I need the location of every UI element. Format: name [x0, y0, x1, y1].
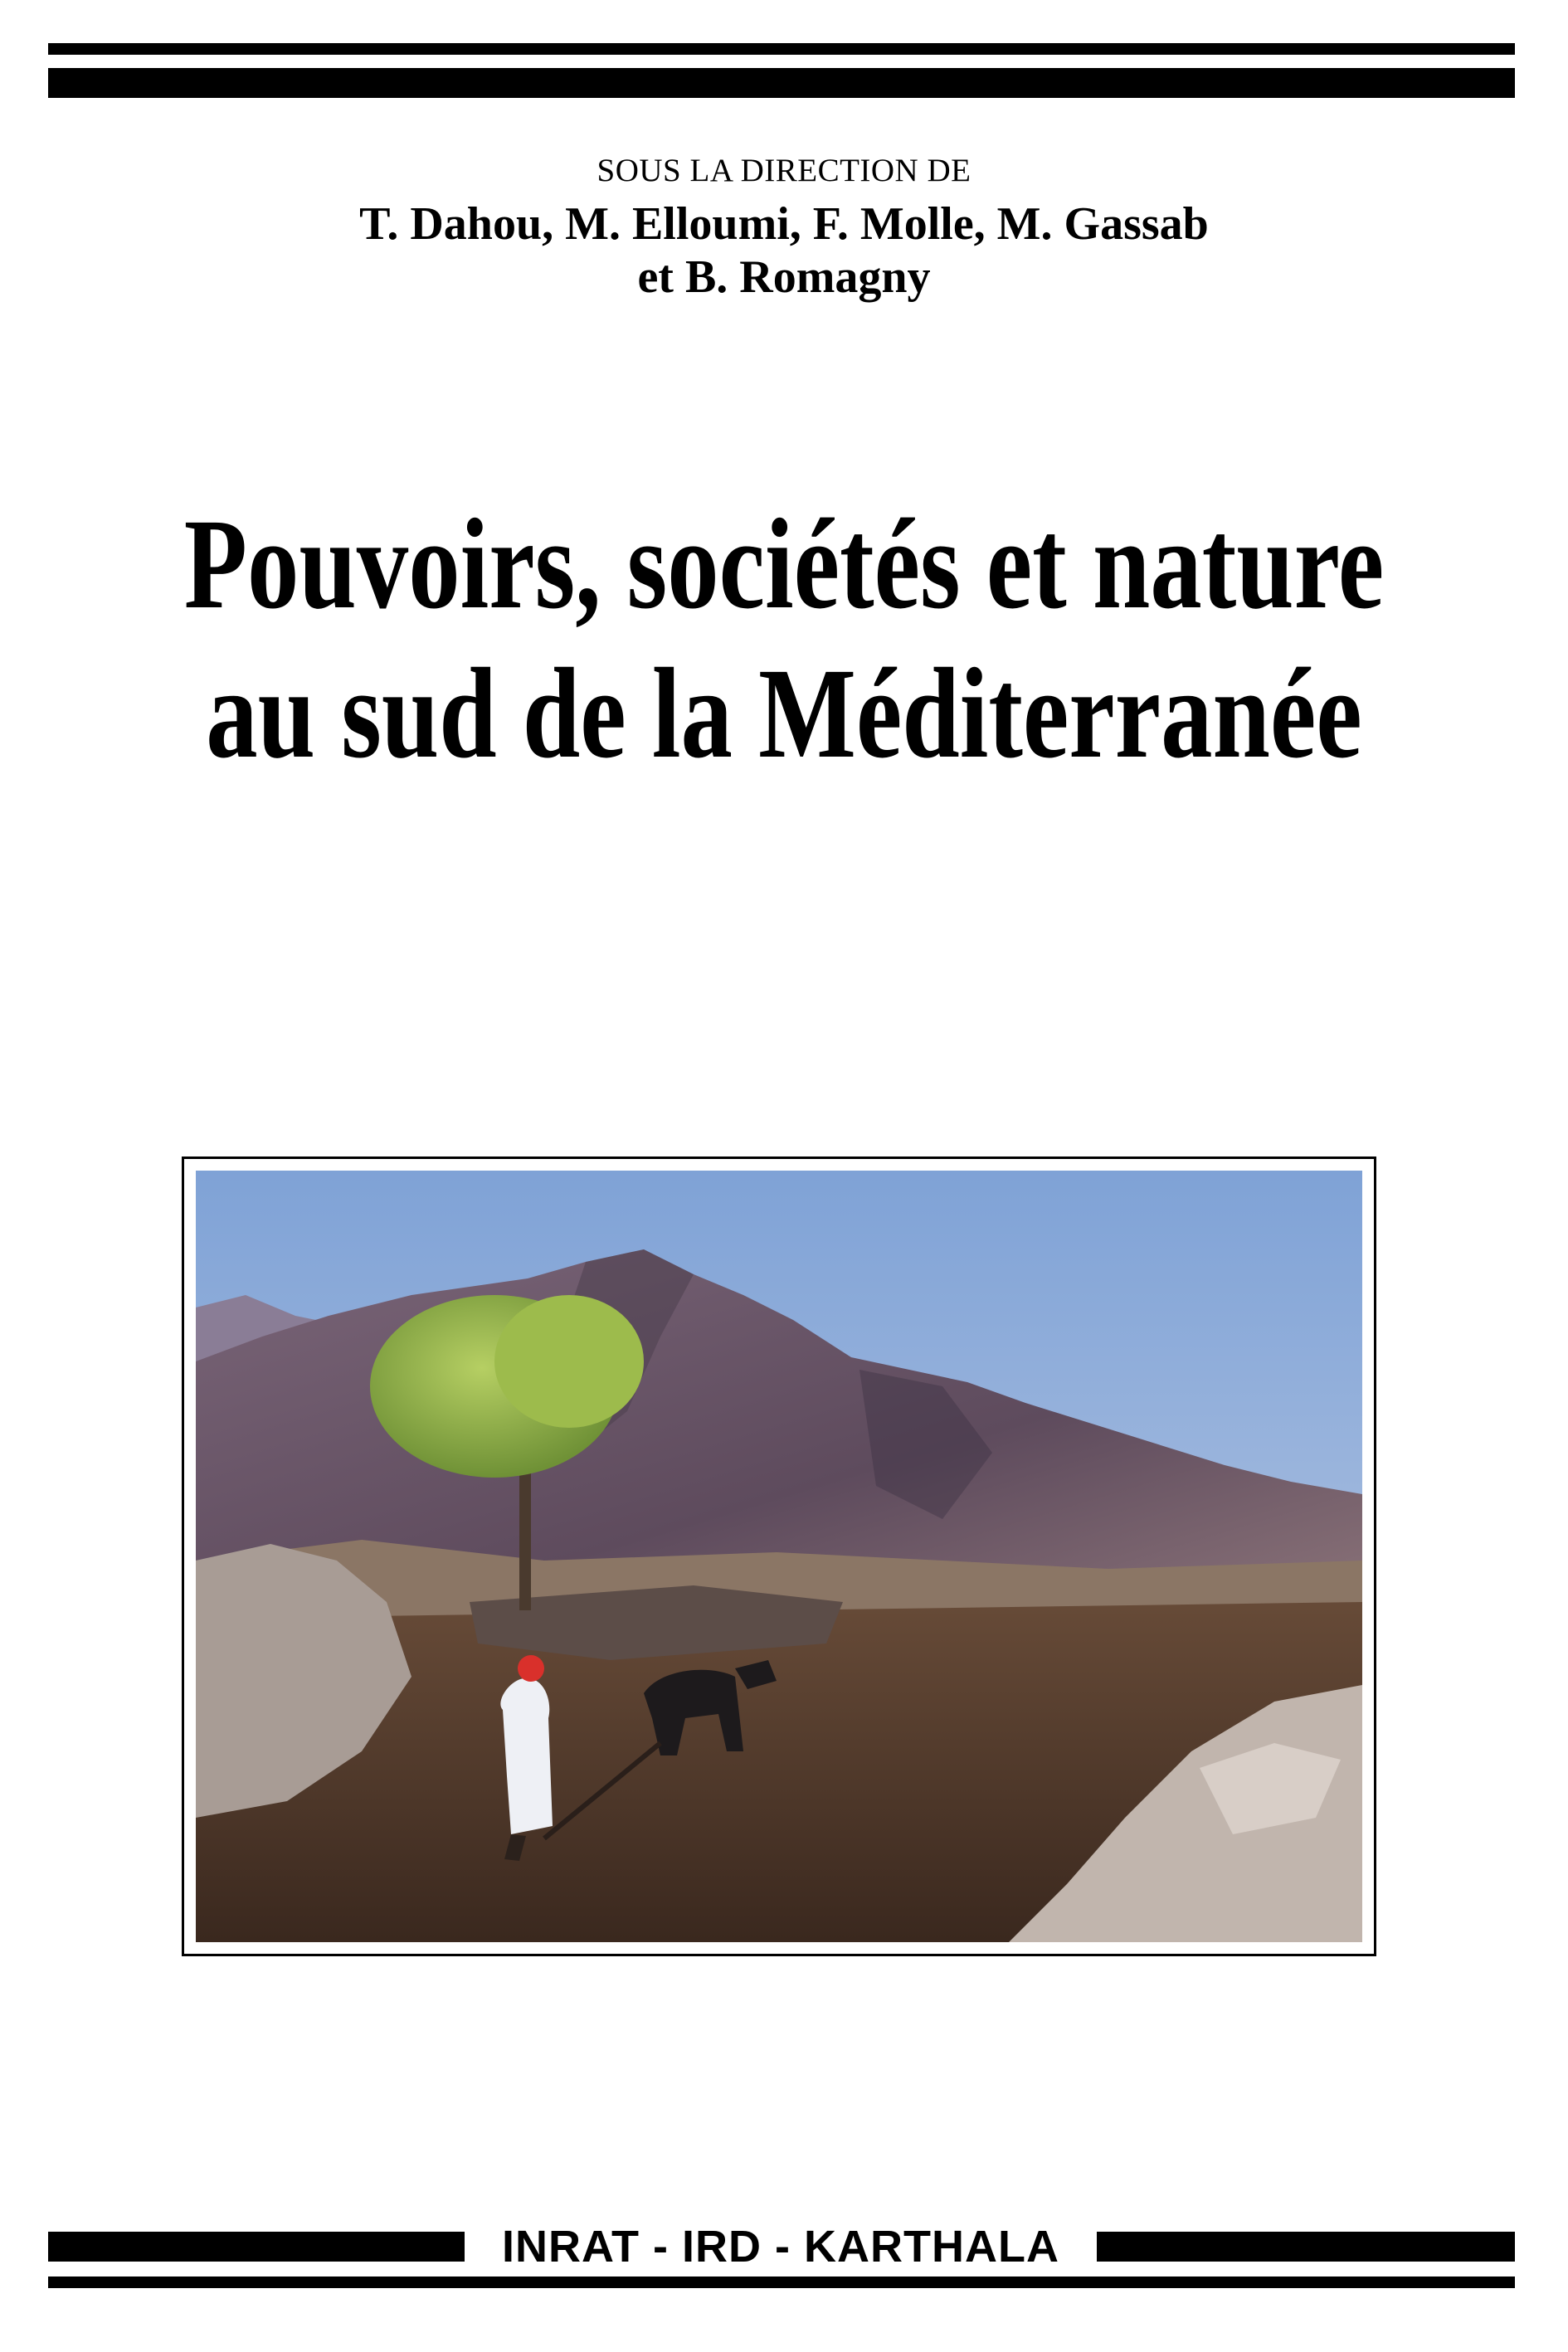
- landscape-illustration: [196, 1171, 1362, 1942]
- farmer-cap: [518, 1655, 544, 1682]
- direction-label: SOUS LA DIRECTION DE: [597, 153, 971, 188]
- authors: [0, 197, 1568, 304]
- tree-canopy-2: [494, 1295, 644, 1428]
- cover-photo-frame: [182, 1157, 1376, 1956]
- title-line-2: au sud de la Méditerranée: [206, 641, 1362, 785]
- top-rule-thick: [48, 68, 1515, 98]
- title-line-1: Pouvoirs, sociétés et nature: [183, 492, 1385, 635]
- top-rule-thin: [48, 43, 1515, 55]
- cover-photo: [196, 1171, 1362, 1942]
- authors-line-1: T. Dahou, M. Elloumi, F. Molle, M. Gassab: [359, 198, 1209, 250]
- authors-line-2: et B. Romagny: [637, 251, 931, 303]
- bottom-rule-thin: [48, 2277, 1515, 2288]
- book-title: [157, 489, 1411, 788]
- bottom-rule-right: [1097, 2232, 1515, 2262]
- publisher-names: INRAT - IRD - KARTHALA: [502, 2222, 1059, 2272]
- bottom-rule-left: [48, 2232, 465, 2262]
